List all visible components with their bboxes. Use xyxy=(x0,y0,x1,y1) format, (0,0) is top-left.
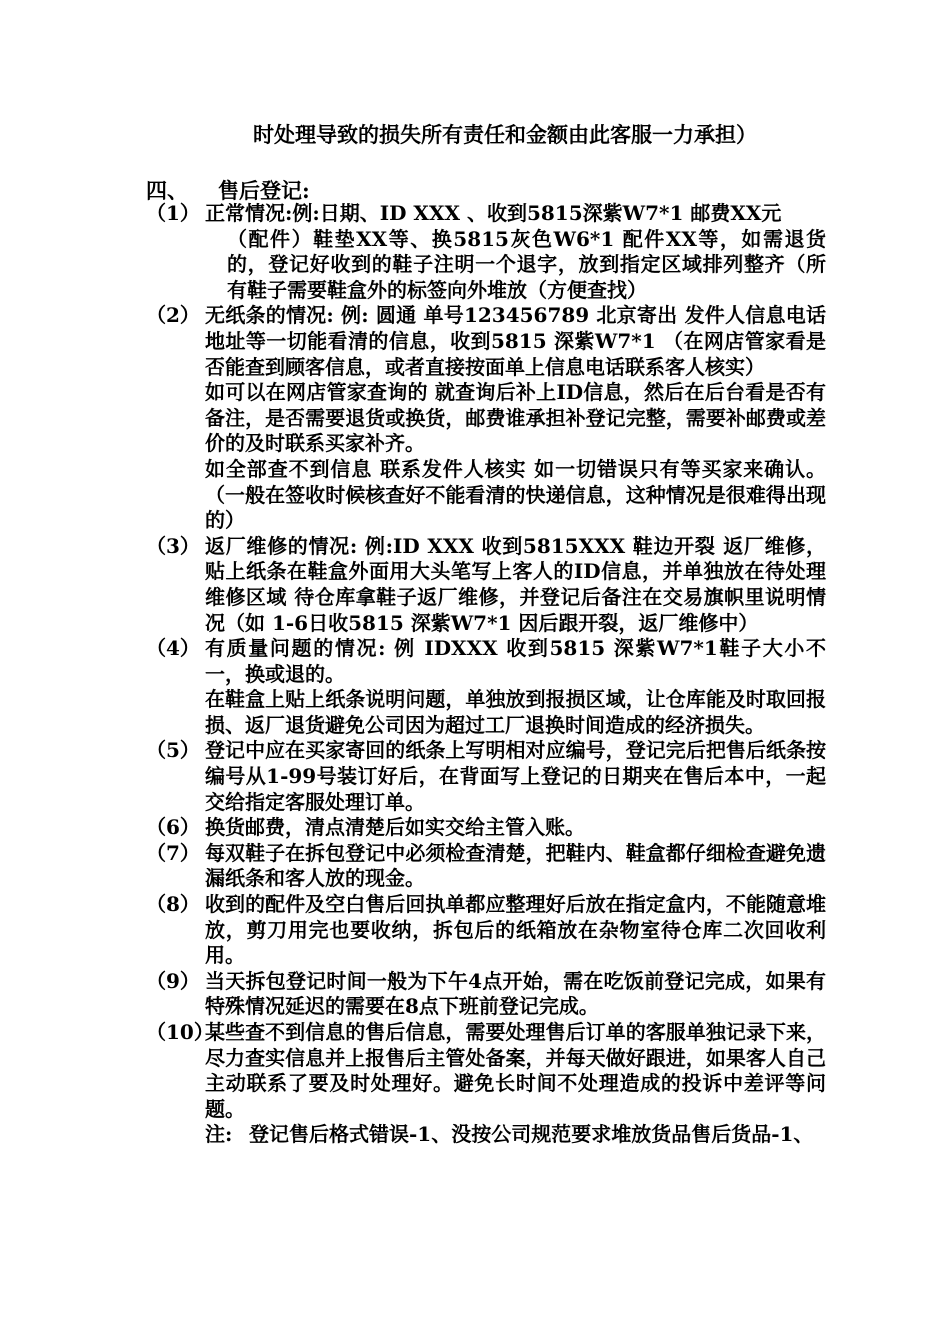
continuation-line: 时处理导致的损失所有责任和金额由此客服一力承担） xyxy=(253,122,757,147)
item-number: （4） xyxy=(146,636,200,661)
item-paragraph: 某些查不到信息的售后信息，需要处理售后订单的客服单独记录下来，尽力查实信息并上报售后主管处备案，并每天做好跟进，如果客人自己主动联系了要及时处理好。避免长时间不处理造成的投诉中差评等问题。 xyxy=(205,1020,826,1121)
list-item xyxy=(146,841,826,892)
list-item xyxy=(146,969,826,1020)
item-paragraph: 返厂维修的情况: 例:ID XXX 收到5815XXX 鞋边开裂 返厂维修，贴上纸条在鞋盒外面用大头笔写上客人的ID信息，并单独放在待处理维修区域 待仓库拿鞋子返厂维修，并登记后备注在交易旗帜里说明情况（如 1-6日收5815 深紫W7*1 因后跟开裂，返厂维修中） xyxy=(205,533,826,635)
note-label: 注: xyxy=(205,1122,233,1147)
item-number: （3） xyxy=(146,533,200,558)
item-number: （5） xyxy=(146,738,200,763)
item-paragraph: 当天拆包登记时间一般为下午4点开始，需在吃饭前登记完成，如果有特殊情况延迟的需要在8点下班前登记完成。 xyxy=(205,968,826,1019)
item-paragraph: 在鞋盒上贴上纸条说明问题，单独放到报损区域，让仓库能及时取回报损、返厂退货避免公司因为超过工厂退换时间造成的经济损失。 xyxy=(205,687,826,737)
item-number: （7） xyxy=(146,840,200,865)
list-item xyxy=(146,201,826,303)
item-paragraph: 收到的配件及空白售后回执单都应整理好后放在指定盒内，不能随意堆放，剪刀用完也要收纳，拆包后的纸箱放在杂物室待仓库二次回收利用。 xyxy=(205,892,826,968)
item-paragraph: 如全部查不到信息 联系发件人核实 如一切错误只有等买家来确认。（一般在签收时候核查好不能看清的快递信息，这种情况是很难得出现的） xyxy=(205,456,826,533)
list-item xyxy=(146,636,826,738)
list-item xyxy=(146,892,826,969)
list-item xyxy=(146,534,826,636)
list-item xyxy=(146,1020,826,1148)
list-item xyxy=(146,738,826,815)
item-paragraph: 每双鞋子在拆包登记中必须检查清楚，把鞋内、鞋盒都仔细检查避免遗漏纸条和客人放的现金。 xyxy=(205,840,826,891)
list-item xyxy=(146,815,826,841)
item-paragraph: 正常情况:例:日期、ID XXX 、收到5815深紫W7*1 邮费XX元 xyxy=(205,201,782,225)
list-item xyxy=(146,303,826,533)
item-note xyxy=(205,1122,826,1148)
item-number: （10） xyxy=(146,1020,214,1044)
item-paragraph: 如可以在网店管家查询的 就查询后补上ID信息，然后在后台看是否有备注，是否需要退货或换货，邮费谁承担补登记完整，需要补邮费或差价的及时联系买家补齐。 xyxy=(205,380,826,456)
item-number: （9） xyxy=(146,968,200,993)
item-number: （8） xyxy=(146,892,200,917)
item-paragraph: （配件）鞋垫XX等、换5815灰色W6*1 配件XX等，如需退货的，登记好收到的鞋子注明一个退字，放到指定区域排列整齐（所有鞋子需要鞋盒外的标签向外堆放（方便查找） xyxy=(227,226,826,302)
item-paragraph: 登记中应在买家寄回的纸条上写明相对应编号，登记完后把售后纸条按编号从1-99号装订好后，在背面写上登记的日期夹在售后本中，一起交给指定客服处理订单。 xyxy=(205,738,826,814)
item-list xyxy=(146,201,826,1148)
item-number: （2） xyxy=(146,303,200,328)
section-title: 售后登记: xyxy=(218,178,310,203)
item-paragraph: 无纸条的情况: 例: 圆通 单号123456789 北京寄出 发件人信息电话 地址等一切能看清的信息，收到5815 深紫W7*1 （在网店管家看是否能查到顾客信息，或者直接按面单上信息电话联系客人核实） xyxy=(205,303,826,379)
item-number: （1） xyxy=(146,201,200,225)
section-number: 四、 xyxy=(146,178,188,203)
note-text: 登记售后格式错误-1、没按公司规范要求堆放货品售后货品-1、 xyxy=(249,1122,814,1147)
item-number: （6） xyxy=(146,815,200,840)
item-paragraph: 换货邮费，清点清楚后如实交给主管入账。 xyxy=(205,815,585,840)
item-paragraph: 有质量问题的情况: 例 IDXXX 收到5815 深紫W7*1鞋子大小不一，换或退的。 xyxy=(205,636,826,686)
